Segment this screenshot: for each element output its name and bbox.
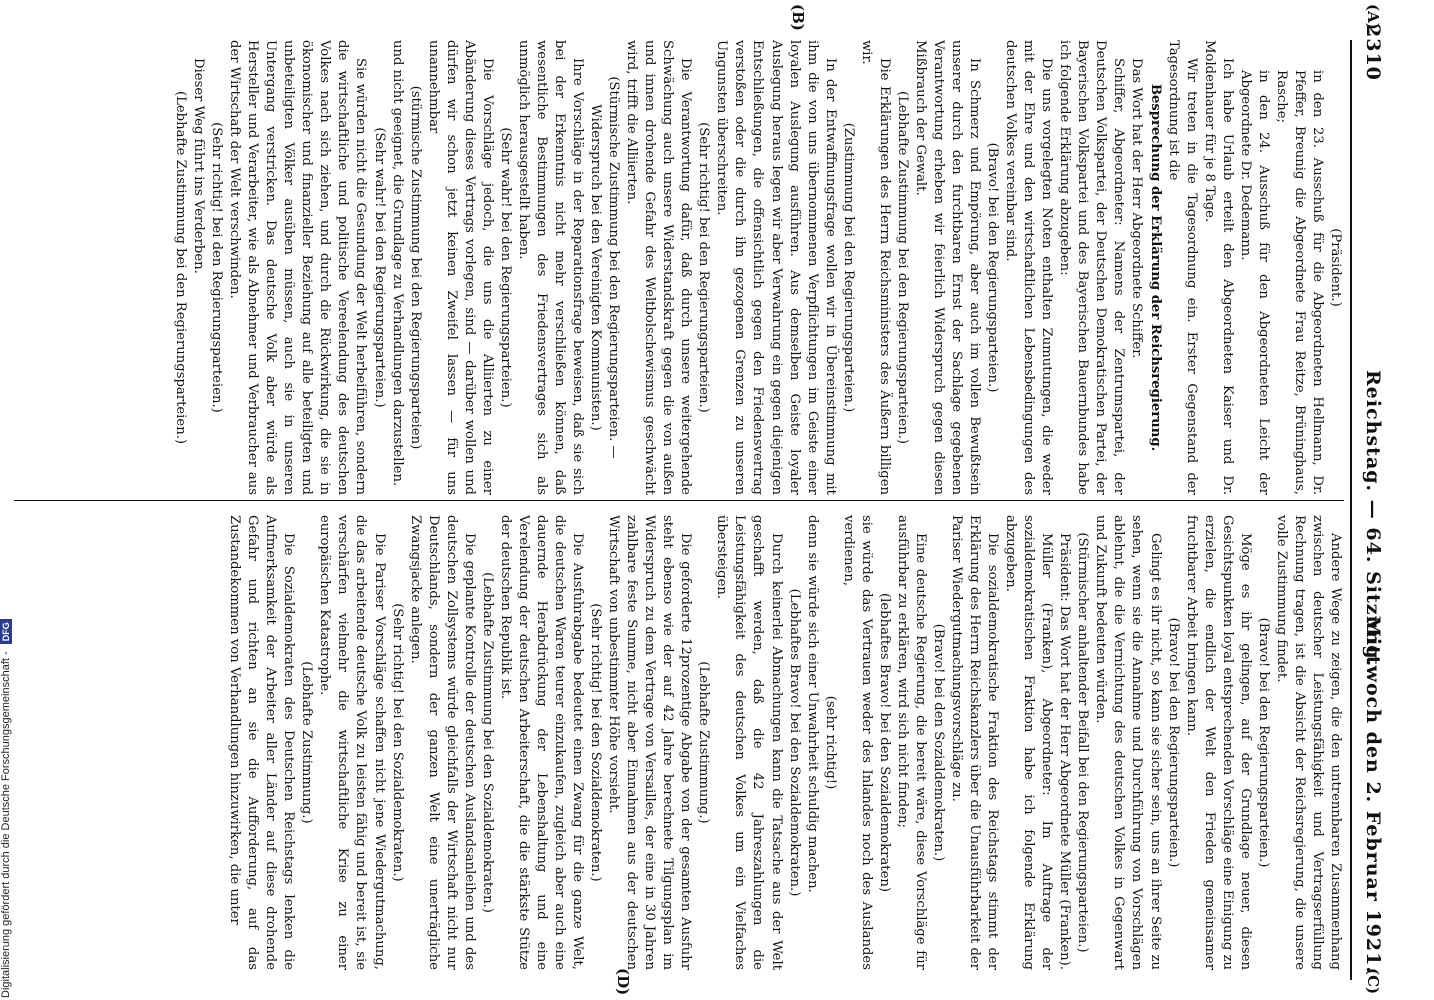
page-header bbox=[1354, 20, 1384, 980]
paragraph: Sie würden nicht die Gesundung der Welt herbeiführen, sondern die wirtschaftliche und politische Vereelendung des deutschen Volkes nach sich ziehen, und durch die Rückwirkung, die sie in ökonomischer und finanzieller Beziehung auf alle beteiligten und unbeteiligten Völker ausüben müssen, auch sie in unseren Untergang verstricken. Das deutsche Volk aber würde als Hersteller und Verarbeiter, wie als Abnehmer und Verbraucher aus der Wirtschaft der Welt verschwinden. bbox=[227, 40, 369, 495]
paragraph: Wir treten in die Tagesordnung ein. Erster Gegenstand der Tagesordnung ist die bbox=[1165, 40, 1199, 495]
margin-marker-d: (D) bbox=[614, 968, 632, 996]
agenda-heading: Besprechung der Erklärung der Reichsregierung. bbox=[1147, 83, 1163, 452]
paragraph: Dieser Weg führt ins Verderben. bbox=[191, 58, 207, 274]
margin-marker-c: (C) bbox=[1364, 968, 1382, 995]
interjection: (Stürmische Zustimmung bei den Regierungsparteien. — Widerspruch bei den Vereinigten Kommunisten.) bbox=[588, 76, 622, 459]
paragraph: Durch keinerlei Abmachungen kann die Tatsache aus der Welt geschafft werden, daß die 42 Jahreszahlungen die Leistungsfähigkeit des deutschen Volkes um ein Vielfaches übersteigen. bbox=[714, 515, 784, 970]
interjection: (lebhaftes Bravo! bei den Sozialdemokraten) bbox=[876, 592, 892, 893]
paragraph: sie würde das Vertrauen weder des Inlandes noch des Auslandes verdienen, bbox=[840, 515, 874, 970]
interjection: (Zustimmung bei den Regierungsparteien.) bbox=[840, 122, 856, 413]
paragraph: in den 24. Ausschuß für den Abgeordneten Leicht der Abgeordnete Dr. Dedemann. bbox=[1237, 70, 1271, 495]
margin-marker-a: (A) bbox=[1364, 4, 1382, 30]
paragraph: In der Entwaffnungsfrage wollen wir in Übereinstimmung mit ihm die von uns übernommenen Verpflichtungen im Geiste einer loyalen Auslegung ausführen. Aus demselben Geiste loyaler Auslegung heraus legen wir aber Verwahrung ein gegen diejenigen Entschließungen, die offensichtlich gegen den Friedensvertrag verstoßen oder die durch ihn gezogenen Grenzen zu unseren Ungunsten überschreiten. bbox=[714, 40, 838, 495]
footer-text: Digitalisierung gefördert durch die Deutsche Forschungsgemeinschaft - bbox=[0, 651, 12, 998]
margin-marker-b: (B) bbox=[789, 4, 807, 31]
interjection: (Lebhafte Zustimmung bei den Regierungsparteien.) bbox=[173, 90, 188, 445]
right-column bbox=[14, 515, 1344, 970]
interjection: (Sehr richtig! bei den Sozialdemokraten.) bbox=[389, 603, 405, 882]
interjection: (sehr richtig!) bbox=[822, 695, 838, 790]
paragraph: Die Erklärungen des Herrn Reichsministers des Äußern billigen wir. bbox=[858, 40, 892, 495]
header-rule bbox=[1350, 40, 1352, 980]
paragraph: Schiffer, Abgeordneter: Namens der Zentrumspartei, der Deutschen Volkspartei, der Deutschen Demokratischen Partei, der Bayerischen Volkspartei und des Bayerischen Bauernbundes habe ich folgende Erklärung abzugeben: bbox=[1057, 40, 1127, 495]
paragraph: Gelingt es ihr nicht, so kann sie sicher sein, uns an ihrer Seite zu sehen, wenn sie die Annahme und Durchführung von Vorschlägen ablehnt, die die Vernichtung des deutschen Volkes in Gegenwart und Zukunft bedeuten würden. bbox=[1093, 515, 1163, 970]
page-date: Mittwoch den 2. Februar 1921. bbox=[1362, 615, 1384, 974]
paragraph: denn sie würde sich einer Unwahrheit schuldig machen. bbox=[804, 515, 820, 893]
paragraph: und nicht geeignet, die Grundlage zu Verhandlungen darzustellen. bbox=[389, 40, 405, 487]
paragraph: Die uns vorgelegten Noten enthalten Zumutungen, die weder mit der Ehre und den wirtschaftlichen Lebensbedingungen des deutschen Volkes vereinbar sind. bbox=[1003, 40, 1055, 495]
paragraph: Möge es ihr gelingen, auf der Grundlage neuer, diesen Gesichtspunkten loyal entsprechenden Vorschläge eine Einigung zu erzielen, die endlich der Welt den Frieden gemeinsamer fruchtbarer Arbeit bringen kann. bbox=[1183, 515, 1253, 970]
interjection: (Sehr wahr! bei den Regierungsparteien.) bbox=[497, 127, 513, 408]
interjection: (Bravo! bei den Regierungsparteien.) bbox=[1165, 617, 1181, 868]
paragraph: Das Wort hat der Herr Abgeordnete Schiffer. bbox=[1129, 58, 1145, 359]
paragraph: Die Verantwortung dafür, daß durch unsere weitergehende Schwächung auch unsere Widerstandskraft gegen die von außen und innen drohende Gefahr des Weltbolschewismus geschwächt wird, trifft die Alliierten. bbox=[624, 40, 694, 495]
paragraph: Andere Wege zu zeigen, die den untrennbaren Zusammenhang zwischen deutscher Leistungsfähigkeit und Vertragserfüllung Rechnung tragen, ist die Absicht der Reichsregierung, die unsere volle Zustimmung findet. bbox=[1273, 515, 1343, 970]
paragraph: Die Sozialdemokraten des Deutschen Reichstags lenken die Aufmerksamkeit der Arbeiter aller Länder auf diese drohende Gefahr und richten an sie die Aufforderung, auf das Zustandekommen von Verhandlungen hinzuwirken, die unter bbox=[227, 515, 297, 970]
interjection: (Lebhafte Zustimmung bei den Sozialdemokraten.) bbox=[479, 572, 495, 913]
paragraph: Die sozialdemokratische Fraktion des Reichstags stimmt der Erklärung des Herrn Reichskanzlers über die Unausführbarkeit der Pariser Wiedergutmachungsvorschläge zu. bbox=[949, 515, 1001, 970]
interjection: (Bravo! bei den Regierungsparteien.) bbox=[1255, 617, 1271, 868]
interjection: (Sehr wahr! bei den Regierungsparteien.) bbox=[371, 127, 387, 408]
paragraph: Ihre Vorschläge in der Reparationsfrage beweisen, daß sie sich bei der Erkenntnis nicht mehr verschließen können, daß wesentliche Bestimmungen des Friedensvertrages sich als unmöglich herausgestellt haben. bbox=[515, 40, 586, 495]
interjection: (Bravo! bei den Regierungsparteien.) bbox=[985, 142, 1001, 393]
interjection: (Stürmischer anhaltender Beifall bei den Regierungsparteien.) bbox=[1075, 532, 1091, 953]
interjection: (Lebhafte Zustimmung bei den Regierungsparteien.) bbox=[894, 90, 910, 445]
dfg-logo: DFG bbox=[0, 619, 12, 644]
paragraph: Die Ausfuhrabgabe bedeutet einen Zwang für die ganze Welt, die deutschen Waren teurer einzukaufen, zugleich aber auch eine dauernde Herabdrückung der Lebenshaltung und eine Verelendung der deutschen Arbeiterschaft, die die stärkste Stütze der deutschen Republik ist. bbox=[497, 515, 586, 970]
paragraph: Die Pariser Vorschläge schaffen nicht jene Wiedergutmachung, die das arbeitende deutsche Volk zu leisten fähig und bereit ist, sie verschärfen vielmehr die wirtschaftliche Krise zu einer europäischen Katastrophe. bbox=[317, 515, 387, 970]
paragraph: (Präsident.) bbox=[1328, 228, 1343, 307]
left-column bbox=[14, 40, 1344, 495]
interjection: (Lebhaftes Bravo! bei den Sozialdemokraten.) bbox=[786, 588, 802, 897]
page-number: 2310 bbox=[1362, 24, 1384, 81]
interjection: (Bravo! bei den Sozialdemokraten.) bbox=[930, 623, 946, 862]
paragraph: Ich habe Urlaub erteilt den Abgeordneten Kaiser und Dr. Moldenhauer für je 8 Tage. bbox=[1201, 40, 1235, 495]
paragraph: Die Vorschläge jedoch, die uns die Alliierten zu einer Abänderung dieses Vertrags vorlegen, sind — darüber wollen und dürfen wir schon jetzt keinen Zweifel lassen — für uns unannehmbar bbox=[425, 40, 495, 495]
document-page bbox=[2, 0, 1392, 1000]
paragraph: Müller (Franken), Abgeordneter: Im Auftrage der sozialdemokratischen Fraktion habe ich folgende Erklärung abzugeben. bbox=[1003, 515, 1055, 970]
interjection: (Lebhafte Zustimmung.) bbox=[696, 661, 712, 824]
interjection: (stürmische Zustimmung bei den Regierungsparteien) bbox=[407, 85, 423, 450]
interjection: (Sehr richtig! bei den Sozialdemokraten.) bbox=[588, 603, 604, 882]
paragraph: Die geplante Kontrolle der deutschen Auslandsanleihen und des deutschen Zollsystems würde gleichfalls der Wirtschaft nicht nur Deutschlands, sondern der ganzen Welt eine unerträgliche Zwangsjacke anlegen. bbox=[407, 515, 477, 970]
paragraph: In Schmerz und Empörung, aber auch im vollen Bewußtsein unserer durch den furchtbaren Ernst der Sachlage gegebenen Verantwortung erheben wir feierlich Widerspruch gegen diesen Mißbrauch der Gewalt. bbox=[912, 40, 983, 495]
column-rule bbox=[14, 500, 1344, 501]
interjection: (Sehr richtig! bei den Regierungsparteien.) bbox=[209, 122, 225, 413]
paragraph: in den 23. Ausschuß für die Abgeordneten Hellmann, Dr. Pfeffer, Breunig die Abgeordnete Frau Reitze, Brüninghaus, Rasche; bbox=[1273, 70, 1325, 495]
paragraph: Eine deutsche Regierung, die bereit wäre, diese Vorschläge für ausführbar zu erklären, wird sich nicht finden; bbox=[894, 515, 928, 970]
interjection: (Lebhafte Zustimmung.) bbox=[299, 661, 315, 824]
paragraph: Präsident: Das Wort hat der Herr Abgeordnete Müller (Franken). bbox=[1057, 533, 1073, 970]
paragraph: Die geforderte 12prozentige Abgabe von der gesamten Ausfuhr steht ebenso wie der auf 42 Jahre berechnete Tilgungsplan im Widerspruch zu dem Vertrage von Versailles, der eine in 30 Jahren zahlbare feste Summe, nicht aber Einnahmen aus der deutschen Wirtschaft von unbestimmter Höhe vorsieht. bbox=[606, 515, 694, 970]
digitization-footer bbox=[0, 0, 30, 998]
page-title: Reichstag. — 64. Sitzung. bbox=[1362, 370, 1384, 668]
interjection: (Sehr richtig! bei den Regierungsparteien.) bbox=[696, 122, 712, 413]
